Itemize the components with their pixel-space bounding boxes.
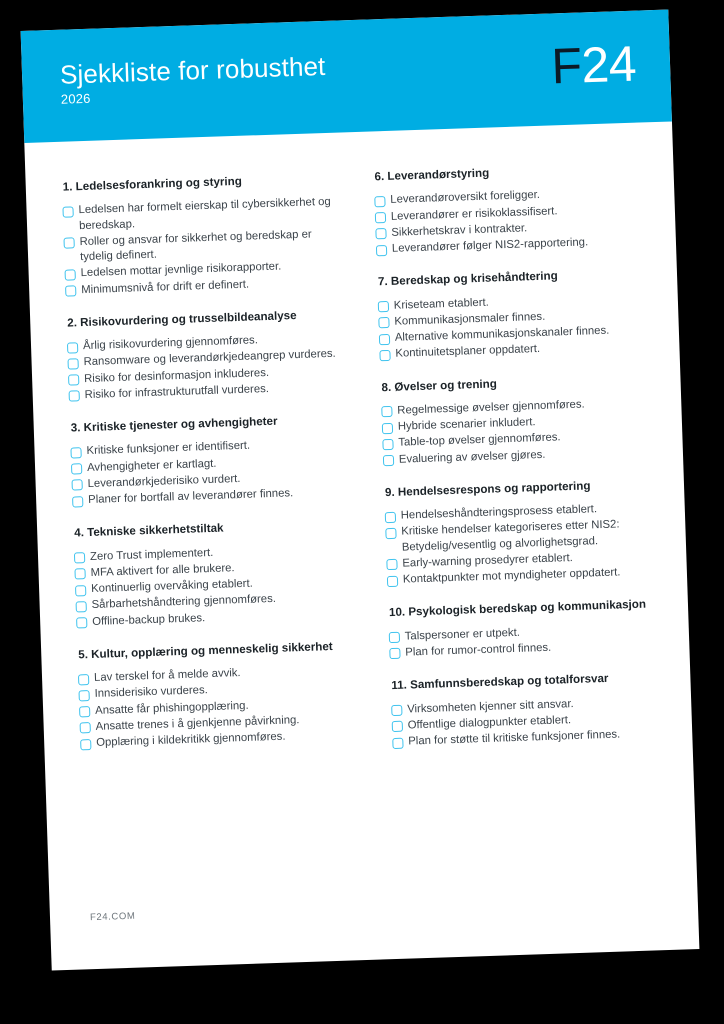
checklist-section [380, 371, 653, 468]
f24-logo [550, 35, 637, 98]
checklist-item-label: Innsiderisiko vurderes. [94, 684, 209, 701]
checklist-sheet [21, 10, 700, 971]
checklist-items [74, 541, 350, 630]
checkbox-icon[interactable] [382, 423, 393, 434]
checkbox-icon[interactable] [68, 374, 79, 385]
checkbox-icon[interactable] [67, 358, 78, 369]
checklist-item-label: Leverandøroversikt foreligger. [390, 189, 541, 207]
checkbox-icon[interactable] [387, 575, 398, 586]
checklist-item-label: Virksomheten kjenner sitt ansvar. [407, 697, 574, 716]
checkbox-icon[interactable] [79, 706, 90, 717]
checklist-item-label: Offline-backup brukes. [92, 611, 206, 628]
checklist-items [391, 694, 663, 751]
checklist-items [378, 290, 650, 363]
checklist-item-label: Kritiske funksjoner er identifisert. [86, 440, 251, 458]
header-band [21, 10, 672, 143]
checkbox-icon[interactable] [392, 721, 403, 732]
checklist-item-label: Kriseteam etablert. [393, 296, 489, 312]
checklist-item-label: Lav terskel for å melde avvik. [93, 667, 241, 685]
checkbox-icon[interactable] [389, 648, 400, 659]
checklist-item-label: Early-warning prosedyrer etablert. [402, 551, 573, 570]
checklist-item-label: Kritiske hendelser kategoriseres etter NIS2: Betydelig/vesentlig og alvorlighetsgrad. [401, 518, 620, 554]
checklist-section [373, 160, 646, 257]
checklist-item-label: Sikkerhetskrav i kontrakter. [391, 222, 528, 239]
checkbox-icon[interactable] [382, 439, 393, 450]
checklist-item-label: Planer for bortfall av leverandører finnes. [87, 487, 294, 507]
checkbox-icon[interactable] [386, 559, 397, 570]
checkbox-icon[interactable] [378, 317, 389, 328]
checkbox-icon[interactable] [375, 212, 386, 223]
right-column [363, 160, 662, 751]
checkbox-icon[interactable] [376, 245, 387, 256]
checkbox-icon[interactable] [71, 463, 82, 474]
checklist-item-label: Evaluering av øvelser gjøres. [398, 448, 546, 466]
checklist-item-label: Regelmessige øvelser gjennomføres. [397, 398, 585, 417]
checkbox-icon[interactable] [78, 674, 89, 685]
checklist-item-label: Ransomware og leverandørkjedeangrep vurderes. [83, 348, 336, 369]
checklist-item-label: Kontinuerlig overvåking etablert. [90, 577, 253, 596]
checkbox-icon[interactable] [80, 739, 91, 750]
checklist-items [62, 195, 339, 299]
checklist-item-label: Offentlige dialogpunkter etablert. [407, 713, 572, 732]
checkbox-icon[interactable] [391, 705, 402, 716]
checklist-item-label: Zero Trust implementert. [89, 546, 214, 563]
checkbox-icon[interactable] [374, 196, 385, 207]
checklist-item-label: Plan for støtte til kritiske funksjoner finnes. [408, 728, 621, 748]
checklist-section [70, 412, 347, 509]
checkbox-icon[interactable] [378, 301, 389, 312]
checklist-section [377, 266, 650, 363]
checklist-item-label: Ledelsen mottar jevnlige risikorapporter. [80, 260, 282, 280]
checklist-item-label: Leverandører er risikoklassifisert. [390, 204, 558, 223]
checkbox-icon[interactable] [383, 455, 394, 466]
checklist-body [24, 121, 692, 762]
checklist-item-label: Risiko for desinformasjon inkluderes. [83, 366, 270, 385]
checklist-section [77, 638, 354, 752]
logo-number-24: 24 [580, 35, 637, 94]
checklist-item-label: Plan for rumor-control finnes. [405, 641, 552, 659]
section-heading: 2. Risikovurdering og trusselbildeanalyse [67, 308, 297, 330]
checkbox-icon[interactable] [75, 585, 86, 596]
checklist-items [374, 185, 646, 258]
checkbox-icon[interactable] [65, 269, 76, 280]
checkbox-icon[interactable] [385, 512, 396, 523]
checkbox-icon[interactable] [72, 480, 83, 491]
checklist-section [384, 476, 657, 588]
checklist-items [78, 663, 354, 752]
page-subtitle-year: 2026 [60, 90, 91, 107]
checklist-item-label: Ledelsen har formelt eierskap til cybersikkerhet og beredskap. [78, 196, 331, 232]
checkbox-icon[interactable] [392, 737, 403, 748]
checkbox-icon[interactable] [80, 723, 91, 734]
checklist-item-label: Roller og ansvar for sikkerhet og beredskap er tydelig definert. [79, 228, 312, 264]
checklist-section [390, 669, 662, 750]
checkbox-icon[interactable] [62, 206, 73, 217]
checklist-item-label: Risiko for infrastrukturutfall vurderes. [84, 382, 270, 401]
checkbox-icon[interactable] [379, 350, 390, 361]
checkbox-icon[interactable] [78, 690, 89, 701]
section-heading: 4. Tekniske sikkerhetstiltak [74, 521, 224, 540]
checklist-item-label: Ansatte får phishingopplæring. [94, 699, 249, 717]
checkbox-icon[interactable] [76, 601, 87, 612]
checklist-item-label: Alternative kommunikasjonskanaler finnes. [394, 324, 610, 344]
checkbox-icon[interactable] [379, 334, 390, 345]
checklist-items [385, 500, 658, 588]
checkbox-icon[interactable] [69, 391, 80, 402]
checklist-section [73, 517, 350, 631]
checkbox-icon[interactable] [74, 552, 85, 563]
checklist-item-label: Kommunikasjonsmaler finnes. [394, 310, 546, 328]
checkbox-icon[interactable] [70, 447, 81, 458]
checkbox-icon[interactable] [67, 342, 78, 353]
checkbox-icon[interactable] [385, 528, 396, 539]
section-heading: 5. Kultur, opplæring og menneskelig sikkerhet [78, 639, 333, 662]
checklist-item-label: Leverandører følger NIS2-rapportering. [391, 236, 589, 255]
page-title: Sjekkliste for robusthet [59, 51, 326, 91]
checklist-item-label: Table-top øvelser gjennomføres. [398, 431, 561, 450]
checklist-item-label: Opplæring i kildekritikk gjennomføres. [96, 730, 286, 750]
checklist-item-label: Talspersoner er utpekt. [404, 626, 521, 643]
checkbox-icon[interactable] [375, 228, 386, 239]
section-heading: 10. Psykologisk beredskap og kommunikasjon [388, 598, 647, 620]
checklist-items [389, 621, 660, 661]
footer-url: F24.COM [89, 910, 136, 924]
checkbox-icon[interactable] [389, 632, 400, 643]
section-heading: 7. Beredskap og krisehåndtering [377, 269, 558, 289]
checklist-section [66, 306, 343, 403]
checklist-item-label: Minimumsnivå for drift er definert. [81, 278, 250, 296]
section-heading: 9. Hendelsesrespons og rapportering [384, 479, 591, 500]
checklist-item-label: Hybride scenarier inkludert. [397, 416, 536, 433]
section-heading: 1. Ledelsesforankring og styring [62, 174, 243, 194]
checkbox-icon[interactable] [65, 285, 76, 296]
checkbox-icon[interactable] [74, 569, 85, 580]
checkbox-icon[interactable] [63, 238, 74, 249]
checklist-items [381, 395, 653, 468]
checklist-section [388, 597, 660, 662]
checklist-item-label: Sårbarhetshåndtering gjennomføres. [91, 593, 277, 612]
logo-letter-f: F [550, 37, 583, 95]
checklist-items [67, 331, 343, 404]
checklist-item-label: Leverandørkjederisiko vurdert. [87, 472, 241, 490]
checklist-section [62, 171, 340, 299]
checkbox-icon[interactable] [72, 496, 83, 507]
left-column [62, 170, 361, 761]
checklist-item-label: Årlig risikovurdering gjennomføres. [82, 334, 259, 353]
header-title-group [60, 52, 327, 110]
checkbox-icon[interactable] [76, 617, 87, 628]
checklist-item-label: Kontaktpunkter mot myndigheter oppdatert. [402, 566, 621, 586]
checkbox-icon[interactable] [381, 406, 392, 417]
checklist-item-label: Avhengigheter er kartlagt. [86, 457, 217, 474]
section-heading: 6. Leverandørstyring [374, 166, 490, 184]
section-heading: 8. Øvelser og trening [381, 377, 498, 394]
checklist-item-label: Hendelseshåndteringsprosess etablert. [400, 503, 598, 522]
checklist-items [70, 436, 346, 509]
checklist-item-label: MFA aktivert for alle brukere. [90, 562, 235, 579]
checklist-item-label: Ansatte trenes i å gjenkjenne påvirkning. [95, 714, 300, 733]
checklist-item-label: Kontinuitetsplaner oppdatert. [395, 343, 541, 361]
section-heading: 11. Samfunnsberedskap og totalforsvar [391, 672, 609, 693]
section-heading: 3. Kritiske tjenester og avhengigheter [70, 414, 278, 435]
